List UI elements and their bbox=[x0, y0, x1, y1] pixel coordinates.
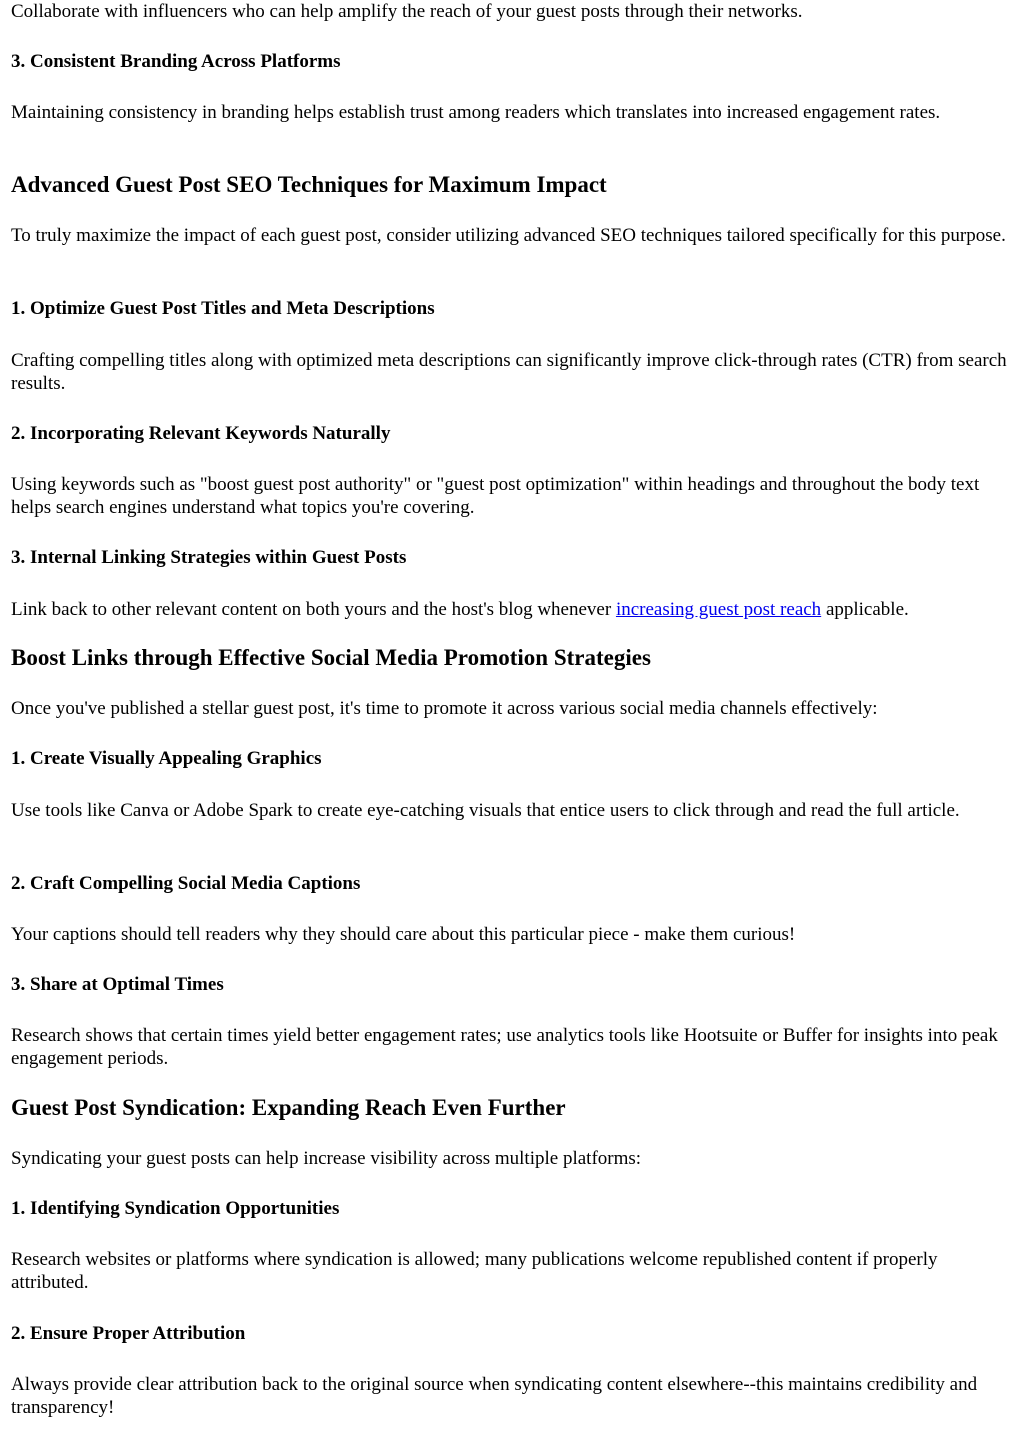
heading-visual-graphics: 1. Create Visually Appealing Graphics bbox=[11, 748, 322, 769]
paragraph-internal-linking-text-before: Link back to other relevant content on both yours and the host's blog whenever bbox=[11, 599, 616, 620]
heading-social-captions: 2. Craft Compelling Social Media Captions bbox=[11, 873, 361, 894]
paragraph-optimal-times: Research shows that certain times yield better engagement rates; use analytics tools like Hootsuite or Buffer for insights into peak engagement periods. bbox=[11, 1025, 998, 1069]
heading-optimal-times: 3. Share at Optimal Times bbox=[11, 974, 224, 995]
paragraph-optimize-titles: Crafting compelling titles along with optimized meta descriptions can significantly improve click-through rates (CTR) from search results. bbox=[11, 350, 1007, 394]
heading-guest-post-syndication: Guest Post Syndication: Expanding Reach Even Further bbox=[11, 1095, 566, 1120]
heading-consistent-branding: 3. Consistent Branding Across Platforms bbox=[11, 51, 341, 72]
paragraph-branding: Maintaining consistency in branding helps establish trust among readers which translates into increased engagement rates. bbox=[11, 102, 941, 123]
paragraph-social-captions: Your captions should tell readers why they should care about this particular piece - make them curious! bbox=[11, 924, 796, 945]
heading-optimize-titles: 1. Optimize Guest Post Titles and Meta Descriptions bbox=[11, 298, 435, 319]
heading-social-media-promotion: Boost Links through Effective Social Media Promotion Strategies bbox=[11, 645, 651, 670]
heading-advanced-seo: Advanced Guest Post SEO Techniques for Maximum Impact bbox=[11, 172, 607, 197]
heading-internal-linking: 3. Internal Linking Strategies within Guest Posts bbox=[11, 547, 407, 568]
paragraph-proper-attribution: Always provide clear attribution back to the original source when syndicating content elsewhere--this maintains credibility and transparency! bbox=[11, 1374, 978, 1418]
paragraph-internal-linking-text-after: applicable. bbox=[821, 599, 909, 620]
paragraph-advanced-seo: To truly maximize the impact of each guest post, consider utilizing advanced SEO techniques tailored specifically for this purpose. bbox=[11, 225, 1006, 246]
paragraph-visual-graphics: Use tools like Canva or Adobe Spark to create eye-catching visuals that entice users to click through and read the full article. bbox=[11, 800, 960, 821]
paragraph-influencers: Collaborate with influencers who can help amplify the reach of your guest posts through their networks. bbox=[11, 1, 803, 22]
paragraph-relevant-keywords: Using keywords such as "boost guest post authority" or "guest post optimization" within headings and throughout the body text helps search engines understand what topics you're covering. bbox=[11, 474, 980, 518]
paragraph-guest-post-syndication: Syndicating your guest posts can help increase visibility across multiple platforms: bbox=[11, 1148, 642, 1169]
paragraph-social-media-promotion: Once you've published a stellar guest post, it's time to promote it across various social media channels effectively: bbox=[11, 698, 878, 719]
paragraph-syndication-opportunities: Research websites or platforms where syndication is allowed; many publications welcome republished content if properly attributed. bbox=[11, 1249, 938, 1293]
heading-relevant-keywords: 2. Incorporating Relevant Keywords Naturally bbox=[11, 423, 391, 444]
heading-syndication-opportunities: 1. Identifying Syndication Opportunities bbox=[11, 1198, 340, 1219]
heading-proper-attribution: 2. Ensure Proper Attribution bbox=[11, 1323, 246, 1344]
increasing-guest-post-reach-link[interactable]: increasing guest post reach bbox=[615, 599, 822, 620]
paragraph-internal-linking bbox=[11, 598, 1011, 621]
